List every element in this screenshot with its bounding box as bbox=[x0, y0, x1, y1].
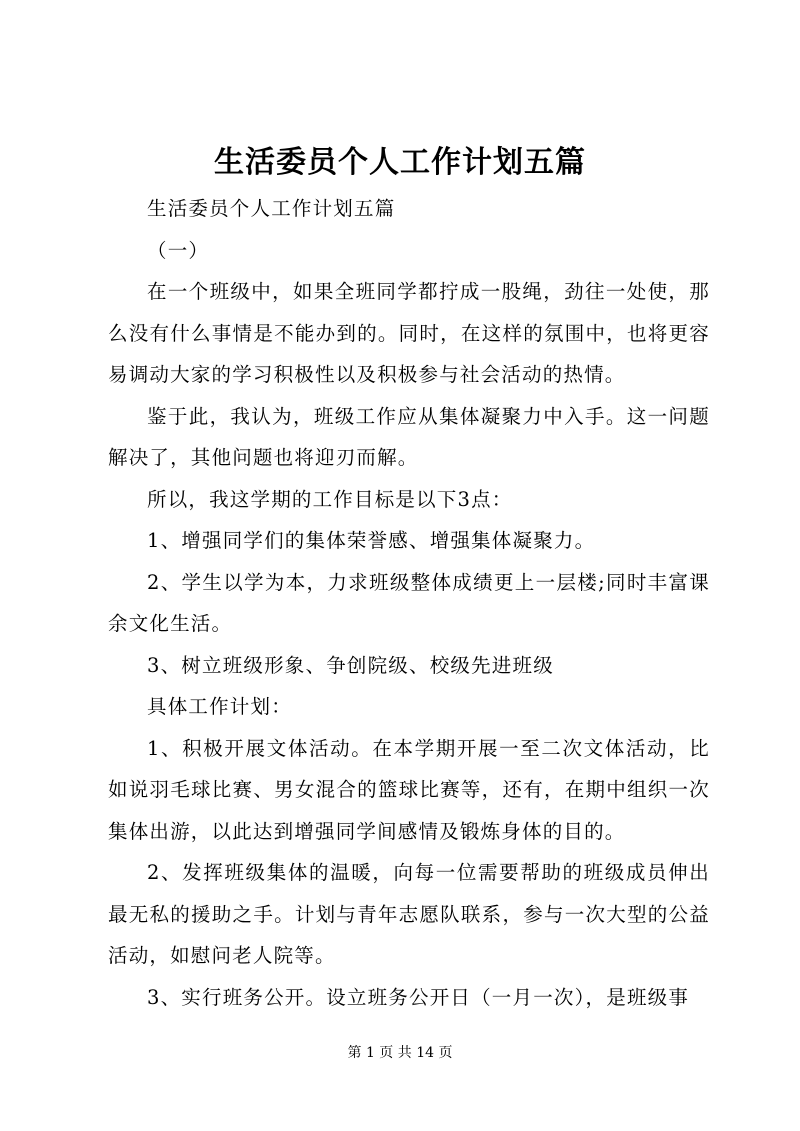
list-item: 3、树立班级形象、争创院级、校级先进班级 bbox=[147, 653, 554, 677]
paragraph: 鉴于此，我认为，班级工作应从集体凝聚力中入手。这一问题解决了，其他问题也将迎刃而解。 bbox=[108, 404, 710, 469]
page-footer: 第 1 页 共 14 页 bbox=[347, 1045, 453, 1061]
list-item: 1、积极开展文体活动。在本学期开展一至二次文体活动，比如说羽毛球比赛、男女混合的篮球比赛等，还有，在期中组织一次集体出游，以此达到增强同学间感情及锻炼身体的目的。 bbox=[108, 736, 710, 843]
paragraph-section-marker: （一） bbox=[147, 238, 210, 262]
list-item: 1、增强同学们的集体荣誉感、增强集体凝聚力。 bbox=[147, 529, 596, 552]
document-title: 生活委员个人工作计划五篇 bbox=[214, 145, 586, 180]
list-item: 2、发挥班级集体的温暖，向每一位需要帮助的班级成员伸出最无私的援助之手。计划与青年志愿队联系，参与一次大型的公益活动，如慰问老人院等。 bbox=[108, 861, 710, 967]
list-item: 2、学生以学为本，力求班级整体成绩更上一层楼;同时丰富课余文化生活。 bbox=[108, 570, 710, 635]
paragraph: 所以，我这学期的工作目标是以下3点： bbox=[147, 487, 513, 511]
document-body bbox=[108, 188, 710, 1018]
paragraph: 在一个班级中，如果全班同学都拧成一股绳，劲往一处使，那么没有什么事情是不能办到的。同时，在这样的氛围中，也将更容易调动大家的学习积极性以及积极参与社会活动的热情。 bbox=[108, 280, 710, 386]
paragraph-subtitle: 生活委员个人工作计划五篇 bbox=[147, 197, 396, 220]
paragraph-heading: 具体工作计划： bbox=[147, 695, 292, 718]
list-item: 3、实行班务公开。设立班务公开日（一月一次），是班级事 bbox=[147, 985, 690, 1009]
